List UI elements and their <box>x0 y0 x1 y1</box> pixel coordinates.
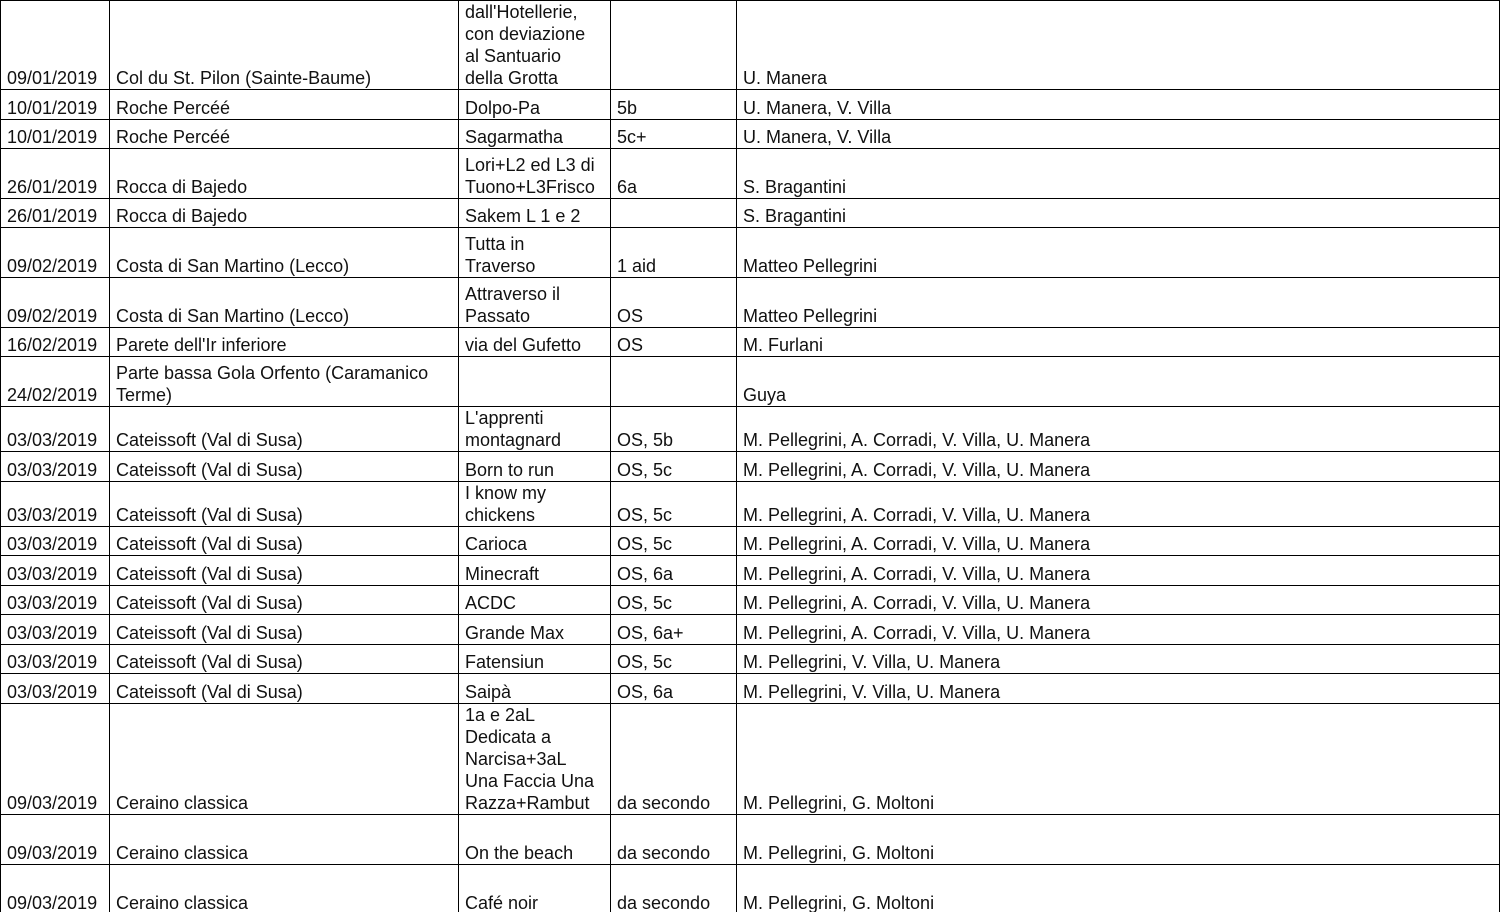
route-cell: Dolpo-Pa <box>459 90 611 120</box>
route-cell: Born to run <box>459 452 611 482</box>
location-cell: Cateissoft (Val di Susa) <box>110 615 459 645</box>
location-cell: Cateissoft (Val di Susa) <box>110 527 459 556</box>
location-cell: Rocca di Bajedo <box>110 149 459 199</box>
partners-cell: Matteo Pellegrini <box>737 278 1500 328</box>
date-cell: 03/03/2019 <box>1 586 110 615</box>
partners-cell: M. Pellegrini, A. Corradi, V. Villa, U. Manera <box>737 452 1500 482</box>
table-row <box>1 328 1500 357</box>
grade-cell: OS, 6a <box>611 556 737 586</box>
route-cell: Café noir <box>459 865 611 912</box>
grade-cell: OS, 5c <box>611 645 737 674</box>
table-row <box>1 865 1500 912</box>
date-cell: 03/03/2019 <box>1 452 110 482</box>
table-row <box>1 452 1500 482</box>
location-cell: Costa di San Martino (Lecco) <box>110 228 459 278</box>
location-cell: Ceraino classica <box>110 865 459 912</box>
route-cell: Carioca <box>459 527 611 556</box>
route-cell: 1a e 2aL Dedicata a Narcisa+3aL Una Faccia Una Razza+Rambut <box>459 704 611 815</box>
grade-cell: OS, 5c <box>611 586 737 615</box>
date-cell: 03/03/2019 <box>1 556 110 586</box>
table-row <box>1 527 1500 556</box>
partners-cell: M. Pellegrini, A. Corradi, V. Villa, U. Manera <box>737 482 1500 527</box>
partners-cell: M. Pellegrini, G. Moltoni <box>737 865 1500 912</box>
route-cell: ACDC <box>459 586 611 615</box>
route-cell: Saipà <box>459 674 611 704</box>
partners-cell: M. Pellegrini, G. Moltoni <box>737 704 1500 815</box>
grade-cell: OS, 6a <box>611 674 737 704</box>
date-cell: 03/03/2019 <box>1 674 110 704</box>
location-cell: Ceraino classica <box>110 704 459 815</box>
location-cell: Cateissoft (Val di Susa) <box>110 452 459 482</box>
location-cell: Cateissoft (Val di Susa) <box>110 482 459 527</box>
location-cell: Roche Percéé <box>110 90 459 120</box>
location-cell: Cateissoft (Val di Susa) <box>110 674 459 704</box>
route-cell: Attraverso il Passato <box>459 278 611 328</box>
location-cell: Cateissoft (Val di Susa) <box>110 556 459 586</box>
location-cell: Costa di San Martino (Lecco) <box>110 278 459 328</box>
table-row <box>1 556 1500 586</box>
date-cell: 03/03/2019 <box>1 615 110 645</box>
grade-cell: OS, 5c <box>611 482 737 527</box>
route-cell: Grande Max <box>459 615 611 645</box>
location-cell: Col du St. Pilon (Sainte-Baume) <box>110 1 459 90</box>
partners-cell: M. Pellegrini, A. Corradi, V. Villa, U. Manera <box>737 556 1500 586</box>
table-row <box>1 815 1500 865</box>
partners-cell: M. Pellegrini, G. Moltoni <box>737 815 1500 865</box>
date-cell: 09/03/2019 <box>1 704 110 815</box>
partners-cell: Guya <box>737 357 1500 407</box>
date-cell: 09/02/2019 <box>1 228 110 278</box>
table-row <box>1 357 1500 407</box>
partners-cell: M. Pellegrini, A. Corradi, V. Villa, U. Manera <box>737 407 1500 452</box>
partners-cell: M. Pellegrini, V. Villa, U. Manera <box>737 645 1500 674</box>
partners-cell: U. Manera, V. Villa <box>737 90 1500 120</box>
grade-cell: da secondo <box>611 865 737 912</box>
grade-cell: OS <box>611 328 737 357</box>
location-cell: Ceraino classica <box>110 815 459 865</box>
table-row <box>1 149 1500 199</box>
table-row <box>1 704 1500 815</box>
grade-cell: 5c+ <box>611 120 737 149</box>
table-row <box>1 90 1500 120</box>
grade-cell: 6a <box>611 149 737 199</box>
grade-cell: OS, 5b <box>611 407 737 452</box>
table-row <box>1 228 1500 278</box>
date-cell: 16/02/2019 <box>1 328 110 357</box>
grade-cell: da secondo <box>611 704 737 815</box>
table-row <box>1 615 1500 645</box>
table-row <box>1 278 1500 328</box>
route-cell: Minecraft <box>459 556 611 586</box>
partners-cell: U. Manera, V. Villa <box>737 120 1500 149</box>
partners-cell: M. Pellegrini, A. Corradi, V. Villa, U. Manera <box>737 527 1500 556</box>
partners-cell: S. Bragantini <box>737 199 1500 228</box>
date-cell: 03/03/2019 <box>1 527 110 556</box>
date-cell: 10/01/2019 <box>1 90 110 120</box>
grade-cell: OS <box>611 278 737 328</box>
date-cell: 10/01/2019 <box>1 120 110 149</box>
route-cell: Fatensiun <box>459 645 611 674</box>
route-cell <box>459 357 611 407</box>
grade-cell <box>611 199 737 228</box>
route-cell: Tutta in Traverso <box>459 228 611 278</box>
location-cell: Cateissoft (Val di Susa) <box>110 586 459 615</box>
location-cell: Cateissoft (Val di Susa) <box>110 407 459 452</box>
partners-cell: S. Bragantini <box>737 149 1500 199</box>
date-cell: 03/03/2019 <box>1 645 110 674</box>
date-cell: 03/03/2019 <box>1 407 110 452</box>
grade-cell <box>611 357 737 407</box>
table-row <box>1 674 1500 704</box>
partners-cell: M. Furlani <box>737 328 1500 357</box>
table-row <box>1 482 1500 527</box>
partners-cell: U. Manera <box>737 1 1500 90</box>
table-row <box>1 407 1500 452</box>
location-cell: Parte bassa Gola Orfento (Caramanico Terme) <box>110 357 459 407</box>
date-cell: 26/01/2019 <box>1 199 110 228</box>
route-cell: via del Gufetto <box>459 328 611 357</box>
table-row <box>1 120 1500 149</box>
route-cell: dall'Hotellerie, con deviazione al Santuario della Grotta <box>459 1 611 90</box>
partners-cell: M. Pellegrini, A. Corradi, V. Villa, U. Manera <box>737 586 1500 615</box>
route-cell: On the beach <box>459 815 611 865</box>
partners-cell: M. Pellegrini, V. Villa, U. Manera <box>737 674 1500 704</box>
location-cell: Rocca di Bajedo <box>110 199 459 228</box>
table-row <box>1 199 1500 228</box>
grade-cell: OS, 5c <box>611 527 737 556</box>
location-cell: Roche Percéé <box>110 120 459 149</box>
location-cell: Cateissoft (Val di Susa) <box>110 645 459 674</box>
partners-cell: M. Pellegrini, A. Corradi, V. Villa, U. Manera <box>737 615 1500 645</box>
date-cell: 09/01/2019 <box>1 1 110 90</box>
grade-cell: OS, 6a+ <box>611 615 737 645</box>
grade-cell <box>611 1 737 90</box>
route-cell: L'apprenti montagnard <box>459 407 611 452</box>
grade-cell: OS, 5c <box>611 452 737 482</box>
route-cell: I know my chickens <box>459 482 611 527</box>
table-row <box>1 586 1500 615</box>
date-cell: 09/03/2019 <box>1 865 110 912</box>
table-row <box>1 645 1500 674</box>
date-cell: 03/03/2019 <box>1 482 110 527</box>
grade-cell: da secondo <box>611 815 737 865</box>
date-cell: 09/03/2019 <box>1 815 110 865</box>
grade-cell: 1 aid <box>611 228 737 278</box>
location-cell: Parete dell'Ir inferiore <box>110 328 459 357</box>
route-cell: Sakem L 1 e 2 <box>459 199 611 228</box>
route-cell: Sagarmatha <box>459 120 611 149</box>
grade-cell: 5b <box>611 90 737 120</box>
date-cell: 24/02/2019 <box>1 357 110 407</box>
partners-cell: Matteo Pellegrini <box>737 228 1500 278</box>
table-row <box>1 1 1500 90</box>
route-cell: Lori+L2 ed L3 di Tuono+L3Frisco <box>459 149 611 199</box>
date-cell: 09/02/2019 <box>1 278 110 328</box>
date-cell: 26/01/2019 <box>1 149 110 199</box>
